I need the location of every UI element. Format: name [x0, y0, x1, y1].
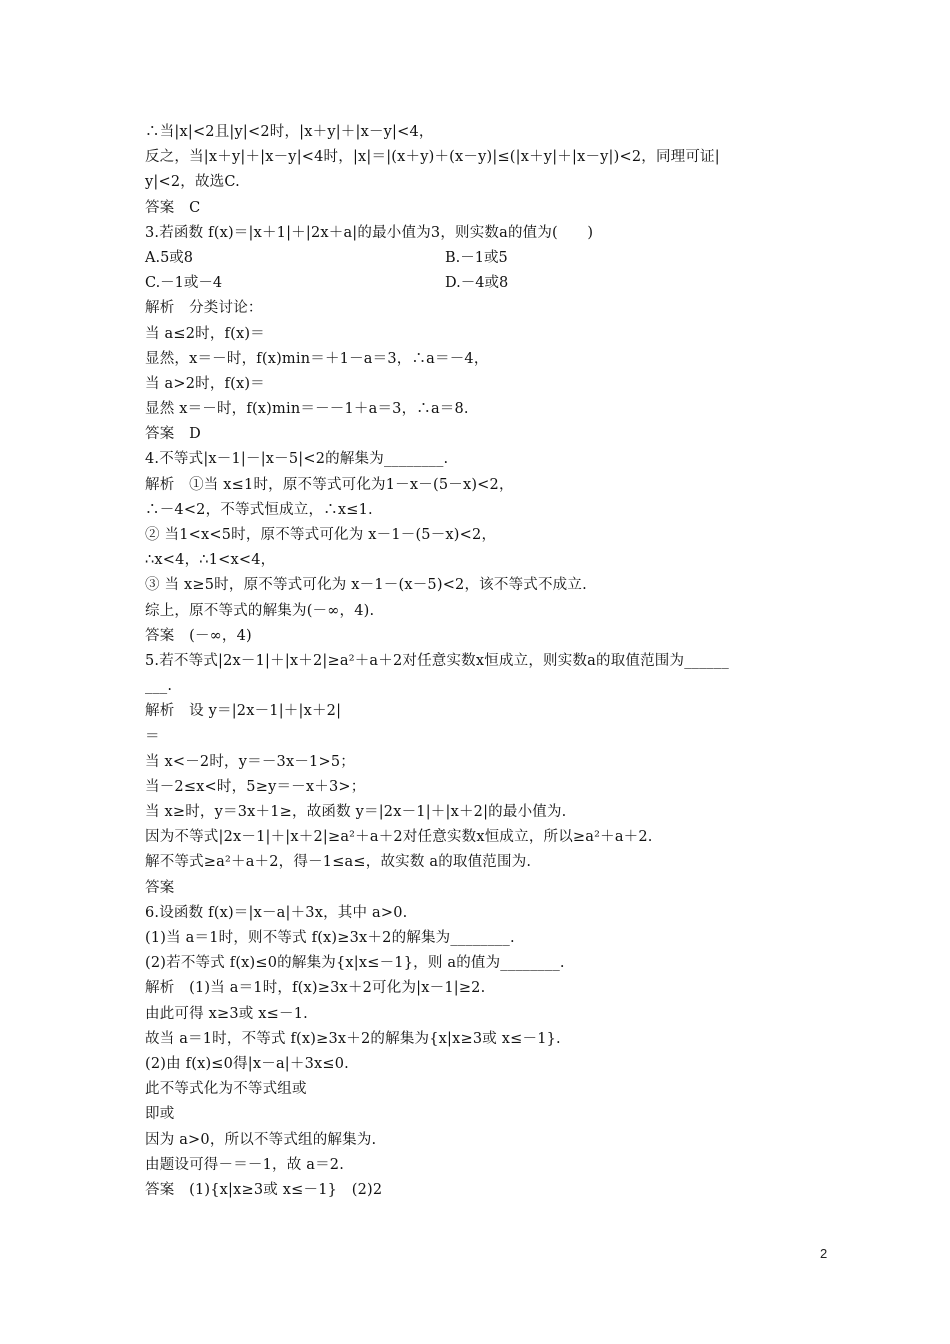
text-line: 即或 [145, 1106, 175, 1123]
text-line: ∴－4<2，不等式恒成立，∴x≤1. [145, 501, 373, 518]
page-number: 2 [820, 1246, 828, 1261]
text-line: 当 x≥时，y＝3x＋1≥，故函数 y＝|2x－1|＋|x＋2|的最小值为. [145, 804, 567, 821]
option-d: D.－4或8 [445, 275, 509, 292]
text-line: 显然，x＝－时，f(x)min＝＋1－a＝3，∴a＝－4， [145, 350, 489, 367]
document-body [145, 120, 815, 1203]
answer-line: 答案 C [145, 199, 201, 216]
text-line: (2)若不等式 f(x)≤0的解集为{x|x≤－1}，则 a的值为________. [145, 955, 565, 972]
text-line: 解析 分类讨论： [145, 300, 263, 317]
text-line: 因为不等式|2x－1|＋|x＋2|≥a²＋a＋2对任意实数x恒成立，所以≥a²＋a＋2. [145, 829, 653, 846]
question-3: 3.若函数 f(x)＝|x＋1|＋|2x＋a|的最小值为3，则实数a的值为( ) [145, 224, 594, 241]
option-a: A.5或8 [145, 249, 194, 266]
option-c: C.－1或－4 [145, 275, 223, 292]
text-line: (2)由 f(x)≤0得|x－a|＋3x≤0. [145, 1055, 349, 1072]
answer-line: 答案 [145, 879, 175, 896]
options-row [145, 246, 815, 271]
options-row [145, 271, 815, 296]
text-line: 由此可得 x≥3或 x≤－1. [145, 1005, 308, 1022]
text-line: 当－2≤x<时，5≥y＝－x＋3>； [145, 778, 366, 795]
text-line: 当 x<－2时，y＝－3x－1>5； [145, 753, 355, 770]
text-line: 因为 a>0，所以不等式组的解集为. [145, 1131, 377, 1148]
text-line: ∴x<4，∴1<x<4， [145, 552, 276, 569]
text-line: 显然 x＝－时，f(x)min＝－－1＋a＝3，∴a＝8. [145, 401, 469, 418]
text-line: ∴当|x|<2且|y|<2时，|x＋y|＋|x－y|<4， [145, 124, 434, 140]
text-line: (1)当 a＝1时，则不等式 f(x)≥3x＋2的解集为________. [145, 930, 515, 946]
text-line: ＝ [145, 728, 160, 745]
text-line: 当 a≤2时，f(x)＝ [145, 325, 265, 342]
text-line: 解析 (1)当 a＝1时，f(x)≥3x＋2可化为|x－1|≥2. [145, 980, 486, 997]
answer-line: 答案 (1){x|x≥3或 x≤－1} (2)2 [145, 1181, 383, 1198]
question-6: 6.设函数 f(x)＝|x－a|＋3x，其中 a>0. [145, 904, 408, 921]
text-line: 此不等式化为不等式组或 [145, 1081, 307, 1098]
text-line: ___. [145, 678, 173, 695]
text-line: 当 a>2时，f(x)＝ [145, 375, 265, 392]
text-line: 综上，原不等式的解集为(－∞，4). [145, 602, 375, 619]
option-b: B.－1或5 [445, 249, 508, 266]
text-line: 反之，当|x＋y|＋|x－y|<4时，|x|＝|(x＋y)＋(x－y)|≤(|x＋y|＋|x－y|)<2，同理可证| [145, 149, 720, 166]
text-line: 解不等式≥a²＋a＋2，得－1≤a≤，故实数 a的取值范围为. [145, 854, 532, 871]
question-5: 5.若不等式|2x－1|＋|x＋2|≥a²＋a＋2对任意实数x恒成立，则实数a的取值范围为______ [145, 652, 729, 669]
text-line: 解析 ①当 x≤1时，原不等式可化为1－x－(5－x)<2， [145, 476, 514, 493]
answer-line: 答案 D [145, 426, 201, 443]
text-line: y|<2，故选C. [145, 174, 240, 191]
text-line: 由题设可得－＝－1，故 a＝2. [145, 1156, 345, 1173]
text-line: ② 当1<x<5时，原不等式可化为 x－1－(5－x)<2， [145, 527, 497, 543]
answer-line: 答案 (－∞，4) [145, 627, 252, 644]
text-line: ③ 当 x≥5时，原不等式可化为 x－1－(x－5)<2，该不等式不成立. [145, 577, 587, 594]
question-4: 4.不等式|x－1|－|x－5|<2的解集为________. [145, 451, 449, 468]
text-line: 解析 设 y＝|2x－1|＋|x＋2| [145, 703, 342, 720]
text-line: 故当 a＝1时，不等式 f(x)≥3x＋2的解集为{x|x≥3或 x≤－1}. [145, 1030, 561, 1047]
